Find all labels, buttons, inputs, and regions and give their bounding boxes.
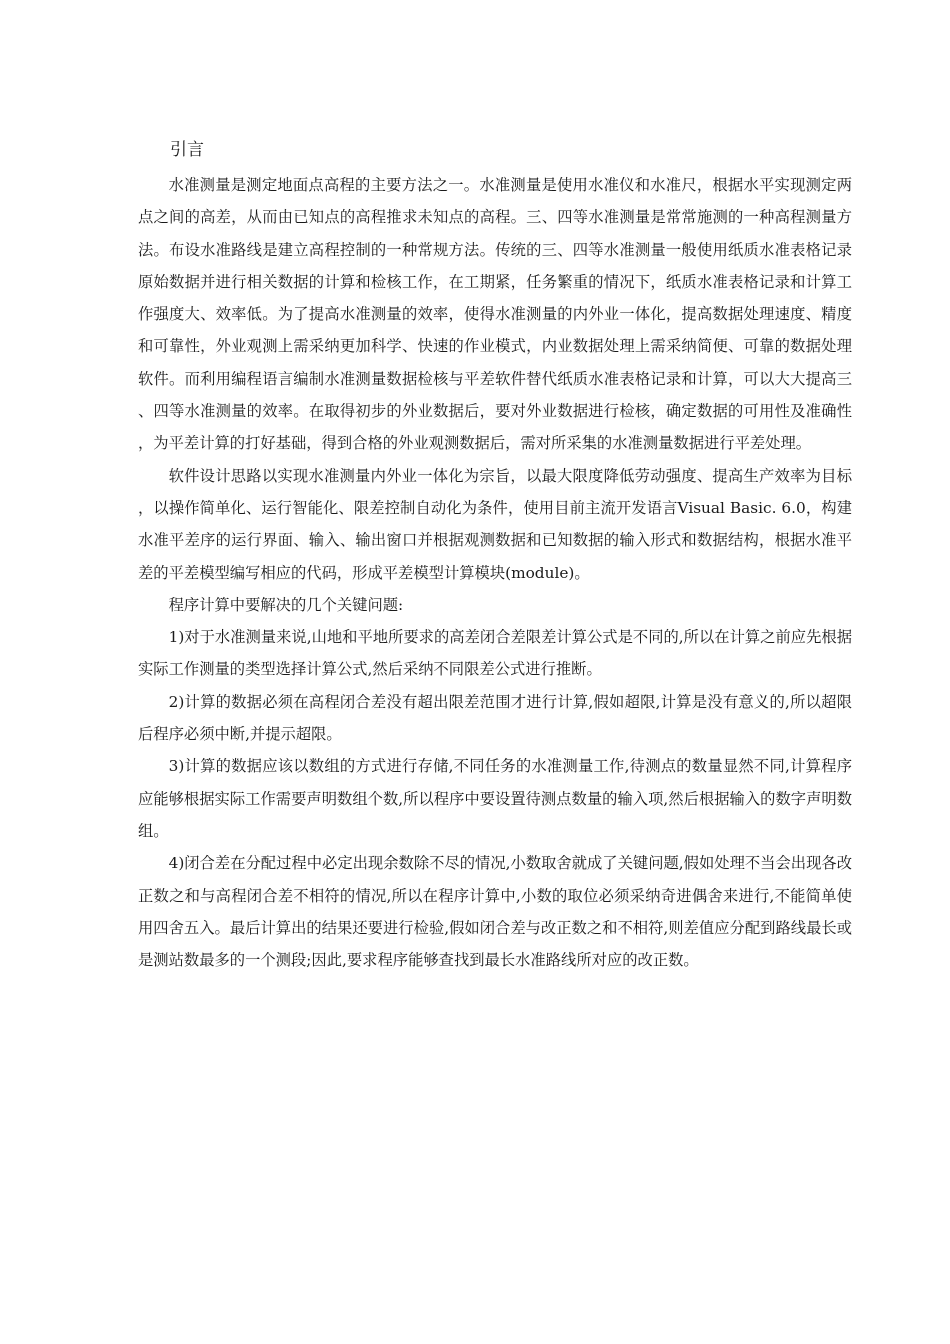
paragraph-design: 软件设计思路以实现水准测量内外业一体化为宗旨，以最大限度降低劳动强度、提高生产效率为目标，以操作简单化、运行智能化、限差控制自动化为条件，使用目前主流开发语言Visual Basic. 6.0，构建水准平差序的运行界面、输入、输出窗口并根据观测数据和已知数据的输入形式和数据结构，根据水准平差的平差模型编写相应的代码，形成平差模型计算模块(module)。 — [138, 466, 852, 582]
paragraph-issue-2: 2)计算的数据必须在高程闭合差没有超出限差范围才进行计算,假如超限,计算是没有意义的,所以超限后程序必须中断,并提示超限。 — [138, 692, 852, 744]
section-title: 引言 — [170, 140, 204, 160]
paragraph-issue-1: 1)对于水准测量来说,山地和平地所要求的高差闭合差限差计算公式是不同的,所以在计算之前应先根据实际工作测量的类型选择计算公式,然后采纳不同限差公式进行推断。 — [138, 628, 852, 679]
paragraph-issue-3: 3)计算的数据应该以数组的方式进行存储,不同任务的水准测量工作,待测点的数量显然不同,计算程序应能够根据实际工作需要声明数组个数,所以程序中要设置待测点数量的输入项,然后根据输入的数字声明数组。 — [138, 757, 852, 840]
paragraph-key-issues: 程序计算中要解决的几个关键问题: — [168, 595, 404, 614]
paragraph-issue-4: 4)闭合差在分配过程中必定出现余数除不尽的情况,小数取舍就成了关键问题,假如处理不当会出现各改正数之和与高程闭合差不相符的情况,所以在程序计算中,小数的取位必须采纳奇进偶舍来进行,不能简单使用四舍五入。最后计算出的结果还要进行检验,假如闭合差与改正数之和不相符,则差值应分配到路线最长或是测站数最多的一个测段;因此,要求程序能够查找到最长水准路线所对应的改正数。 — [138, 854, 852, 970]
paragraph-intro: 水准测量是测定地面点高程的主要方法之一。水准测量是使用水准仪和水准尺，根据水平实现测定两点之间的高差，从而由已知点的高程推求未知点的高程。三、四等水准测量是常常施测的一种高程测量方法。布设水准路线是建立高程控制的一种常规方法。传统的三、四等水准测量一般使用纸质水准表格记录原始数据并进行相关数据的计算和检核工作，在工期紧，任务繁重的情况下，纸质水准表格记录和计算工作强度大、效率低。为了提高水准测量的效率，使得水准测量的内外业一体化，提高数据处理速度、精度和可靠性，外业观测上需采纳更加科学、快速的作业模式，内业数据处理上需采纳简便、可靠的数据处理软件。而利用编程语言编制水准测量数据检核与平差软件替代纸质水准表格记录和计算，可以大大提高三、四等水准测量的效率。在取得初步的外业数据后，要对外业数据进行检核，确定数据的可用性及准确性，为平差计算的打好基础，得到合格的外业观测数据后，需对所采集的水准测量数据进行平差处理。 — [138, 176, 852, 453]
document-page — [138, 135, 852, 976]
